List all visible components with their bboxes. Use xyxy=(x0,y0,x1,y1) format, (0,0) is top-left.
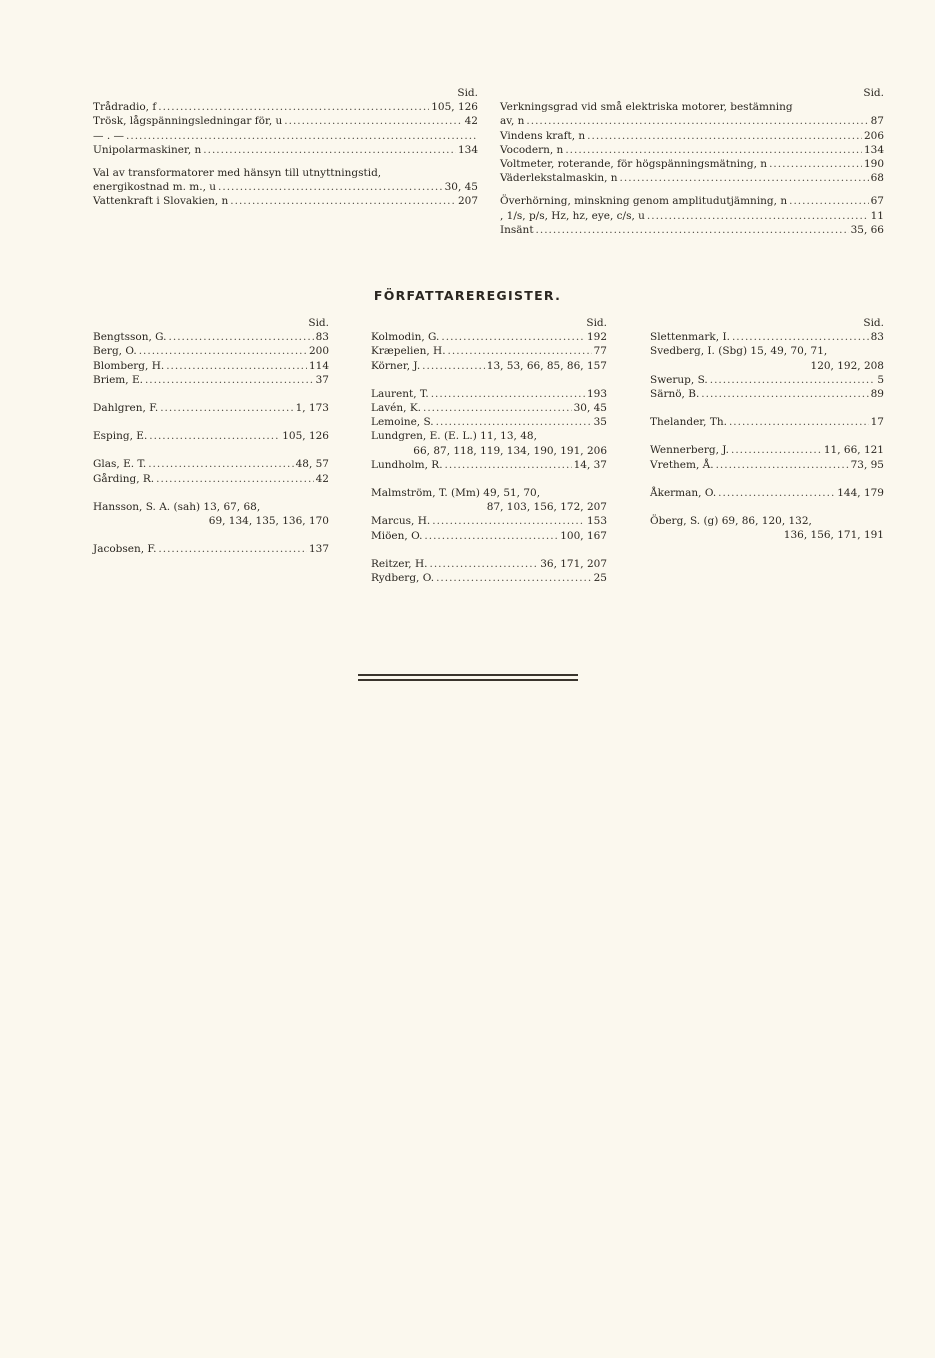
subject-index-left xyxy=(93,86,478,209)
entry-pages: 83 xyxy=(315,331,329,344)
index-entry xyxy=(93,373,329,387)
entry-label: Glas, E. T. xyxy=(93,458,147,471)
leader-dots xyxy=(769,157,862,171)
index-entry xyxy=(371,415,607,429)
entry-line: Lundgren, E. (E. L.) 11, 13, 48, xyxy=(371,430,537,443)
entry-label: Esping, E. xyxy=(93,430,148,443)
entry-label: Blomberg, H. xyxy=(93,359,165,372)
index-entry xyxy=(371,330,607,344)
index-entry xyxy=(93,100,478,114)
index-entry xyxy=(650,415,884,429)
entry-gap xyxy=(371,472,607,486)
leader-dots xyxy=(158,542,307,556)
leader-dots xyxy=(441,330,585,344)
index-entry xyxy=(500,129,884,143)
entry-pages: 134 xyxy=(457,143,478,156)
entries xyxy=(500,100,884,237)
index-entry xyxy=(93,114,478,128)
index-entry xyxy=(93,472,329,486)
entry-pages: 83 xyxy=(870,331,884,344)
entry-gap xyxy=(500,185,884,194)
entry-gap xyxy=(650,472,884,486)
index-entry xyxy=(93,359,329,373)
index-entry xyxy=(93,330,329,344)
entry-pages: 114 xyxy=(308,359,329,372)
leader-dots xyxy=(429,557,538,571)
leader-dots xyxy=(448,344,592,358)
leader-dots xyxy=(158,100,429,114)
entry-label: Wennerberg, J. xyxy=(650,444,729,457)
index-entry xyxy=(500,157,884,171)
index-entry xyxy=(93,143,478,157)
leader-dots xyxy=(731,443,822,457)
entry-pages: 153 xyxy=(586,515,607,528)
sid-header: Sid. xyxy=(863,87,884,99)
entry-pages: 42 xyxy=(464,115,478,128)
entry-continuation: 87, 103, 156, 172, 207 xyxy=(486,501,607,514)
index-entry xyxy=(93,401,329,415)
index-entry xyxy=(371,557,607,571)
entry-pages: 68 xyxy=(870,172,884,185)
entry-label: Vattenkraft i Slovakien, n xyxy=(93,195,229,208)
index-entry xyxy=(500,114,884,128)
entry-label: Vrethem, Å. xyxy=(650,458,714,471)
entry-label: Trösk, lågspänningsledningar för, u xyxy=(93,115,283,128)
entry-pages: 193 xyxy=(586,387,607,400)
leader-dots xyxy=(218,180,443,194)
leader-dots xyxy=(145,373,314,387)
entry-label: Reitzer, H. xyxy=(371,557,428,570)
entry-gap xyxy=(93,486,329,500)
entry-gap xyxy=(93,387,329,401)
leader-dots xyxy=(436,415,592,429)
index-entry xyxy=(371,458,607,472)
leader-dots xyxy=(169,330,314,344)
leader-dots xyxy=(139,344,307,358)
entry-label: Vocodern, n xyxy=(500,143,564,156)
entry-pages: 67 xyxy=(870,195,884,208)
entry-label: Slettenmark, I. xyxy=(650,331,730,344)
index-entry xyxy=(93,194,478,208)
index-entry xyxy=(93,429,329,443)
entry-pages: 11, 66, 121 xyxy=(823,444,884,457)
leader-dots xyxy=(732,330,869,344)
entry-label: Insänt xyxy=(500,223,534,236)
leader-dots xyxy=(431,387,585,401)
index-entry xyxy=(371,401,607,415)
leader-dots xyxy=(445,458,572,472)
leader-dots xyxy=(526,114,868,128)
leader-dots xyxy=(701,387,868,401)
entries xyxy=(93,330,329,556)
entry-pages: 190 xyxy=(863,158,884,171)
leader-dots xyxy=(789,194,869,208)
leader-dots xyxy=(160,401,293,415)
leader-dots xyxy=(536,223,849,237)
index-entry xyxy=(650,387,884,401)
entry-pages: 87 xyxy=(870,115,884,128)
entry-pages: 144, 179 xyxy=(837,486,884,499)
entry-label: Unipolarmaskiner, n xyxy=(93,143,202,156)
entry-pages: 1, 173 xyxy=(295,402,329,415)
entry-label: Kræpelien, H. xyxy=(371,345,446,358)
sid-header: Sid. xyxy=(863,317,884,329)
entry-gap xyxy=(93,528,329,542)
entries xyxy=(371,330,607,585)
leader-dots xyxy=(729,415,869,429)
entry-label: av, n xyxy=(500,115,525,128)
entry-label: Lundholm, R. xyxy=(371,458,443,471)
leader-dots xyxy=(230,194,456,208)
entry-label: Laurent, T. xyxy=(371,387,429,400)
author-column-1 xyxy=(93,316,329,556)
entry-pages: 48, 57 xyxy=(295,458,329,471)
index-entry xyxy=(650,330,884,344)
entry-label: Trådradio, f xyxy=(93,101,157,114)
index-entry xyxy=(650,373,884,387)
entry-line: Öberg, S. (g) 69, 86, 120, 132, xyxy=(650,515,812,528)
leader-dots xyxy=(716,458,849,472)
entry-label: Gårding, R. xyxy=(93,472,155,485)
entry-label: Swerup, S. xyxy=(650,373,708,386)
entry-label: Rydberg, O. xyxy=(371,572,435,585)
entry-pages: 200 xyxy=(308,345,329,358)
leader-dots xyxy=(422,359,485,373)
leader-dots xyxy=(423,401,572,415)
entry-pages: 137 xyxy=(308,543,329,556)
entry-pages: 5 xyxy=(877,373,884,386)
entry-label: Thelander, Th. xyxy=(650,416,727,429)
entry-label: — . — xyxy=(93,129,125,142)
leader-dots xyxy=(718,486,835,500)
entry-pages: 13, 53, 66, 85, 86, 157 xyxy=(486,359,607,372)
entry-gap xyxy=(93,443,329,457)
index-entry xyxy=(93,180,478,194)
index-entry xyxy=(650,458,884,472)
entry-pages: 100, 167 xyxy=(560,529,607,542)
entry-label: Särnö, B. xyxy=(650,388,700,401)
leader-dots xyxy=(156,472,313,486)
entry-pages: 73, 95 xyxy=(850,458,884,471)
entry-label: Väderlekstalmaskin, n xyxy=(500,172,618,185)
entry-line: Svedberg, I. (Sbg) 15, 49, 70, 71, xyxy=(650,345,828,358)
index-entry xyxy=(93,457,329,471)
leader-dots xyxy=(424,529,558,543)
end-rule-top xyxy=(358,674,578,676)
entry-label: Dahlgren, F. xyxy=(93,402,159,415)
leader-dots xyxy=(587,129,862,143)
entry-pages: 25 xyxy=(593,572,607,585)
entry-pages: 30, 45 xyxy=(573,402,607,415)
entry-pages: 37 xyxy=(315,373,329,386)
author-column-3 xyxy=(650,316,884,542)
index-entry xyxy=(500,223,884,237)
entry-continuation: 136, 156, 171, 191 xyxy=(783,529,884,542)
index-entry xyxy=(93,129,478,143)
entry-gap xyxy=(93,157,478,166)
entry-pages: 35 xyxy=(593,416,607,429)
entry-continuation: 120, 192, 208 xyxy=(810,359,884,372)
leader-dots xyxy=(436,571,592,585)
entries xyxy=(93,100,478,208)
leader-dots xyxy=(149,429,280,443)
index-entry xyxy=(500,143,884,157)
entry-gap xyxy=(650,500,884,514)
entry-label: energikostnad m. m., u xyxy=(93,181,217,194)
entry-label: Vindens kraft, n xyxy=(500,129,586,142)
entry-pages: 36, 171, 207 xyxy=(540,557,607,570)
index-entry xyxy=(500,209,884,223)
sid-header: Sid. xyxy=(586,317,607,329)
entry-gap xyxy=(371,373,607,387)
index-entry xyxy=(93,542,329,556)
entry-pages: 14, 37 xyxy=(573,458,607,471)
leader-dots xyxy=(284,114,462,128)
entry-label: Överhörning, minskning genom amplitudutjämning, n xyxy=(500,195,788,208)
entry-continuation: 69, 134, 135, 136, 170 xyxy=(208,515,329,528)
entry-label: Miöen, O. xyxy=(371,529,423,542)
index-entry xyxy=(371,529,607,543)
index-entry xyxy=(371,344,607,358)
entry-gap xyxy=(93,415,329,429)
entry-line: Malmström, T. (Mm) 49, 51, 70, xyxy=(371,487,541,500)
entry-pages: 192 xyxy=(586,331,607,344)
entry-label: Lavén, K. xyxy=(371,402,421,415)
index-entry xyxy=(650,486,884,500)
leader-dots xyxy=(647,209,869,223)
entry-label: Lemoine, S. xyxy=(371,416,434,429)
index-entry xyxy=(650,443,884,457)
entry-gap xyxy=(371,543,607,557)
entry-line: Verkningsgrad vid små elektriska motorer, bestämning xyxy=(500,101,793,114)
index-entry xyxy=(500,194,884,208)
index-entry xyxy=(93,344,329,358)
author-index-heading: FÖRFATTAREREGISTER. xyxy=(373,288,562,303)
entry-label: Bengtsson, G. xyxy=(93,331,167,344)
entry-pages: 105, 126 xyxy=(431,101,478,114)
entry-label: Kolmodin, G. xyxy=(371,331,440,344)
entry-gap xyxy=(650,429,884,443)
index-entry xyxy=(371,514,607,528)
entry-label: Voltmeter, roterande, för högspänningsmätning, n xyxy=(500,158,768,171)
leader-dots xyxy=(203,143,456,157)
entry-pages: 17 xyxy=(870,416,884,429)
end-rule-bottom xyxy=(358,679,578,681)
leader-dots xyxy=(126,129,476,143)
entry-label: Åkerman, O. xyxy=(650,486,717,499)
entry-pages: 42 xyxy=(315,472,329,485)
leader-dots xyxy=(620,171,869,185)
leader-dots xyxy=(148,457,293,471)
leader-dots xyxy=(166,359,307,373)
entry-pages: 89 xyxy=(870,388,884,401)
entries xyxy=(650,330,884,542)
entry-label: Briem, E. xyxy=(93,373,143,386)
entry-pages: 77 xyxy=(593,345,607,358)
entry-label: , 1/s, p/s, Hz, hz, eye, c/s, u xyxy=(500,209,645,222)
entry-line: Val av transformatorer med hänsyn till utnyttningstid, xyxy=(93,167,382,180)
index-entry xyxy=(500,171,884,185)
entry-pages: 206 xyxy=(863,129,884,142)
index-entry xyxy=(371,571,607,585)
entry-label: Marcus, H. xyxy=(371,515,431,528)
entry-pages: 134 xyxy=(863,143,884,156)
leader-dots xyxy=(710,373,876,387)
sid-header: Sid. xyxy=(457,87,478,99)
entry-label: Körner, J. xyxy=(371,359,421,372)
index-entry xyxy=(371,359,607,373)
entry-pages: 35, 66 xyxy=(850,223,884,236)
entry-label: Jacobsen, F. xyxy=(93,543,157,556)
entry-pages: 11 xyxy=(870,209,884,222)
entry-gap xyxy=(650,401,884,415)
leader-dots xyxy=(565,143,862,157)
index-entry xyxy=(371,387,607,401)
subject-index-right xyxy=(500,86,884,237)
entry-pages: 30, 45 xyxy=(444,181,478,194)
entry-line: Hansson, S. A. (sah) 13, 67, 68, xyxy=(93,500,261,513)
leader-dots xyxy=(432,514,585,528)
entry-continuation: 66, 87, 118, 119, 134, 190, 191, 206 xyxy=(413,444,607,457)
sid-header: Sid. xyxy=(308,317,329,329)
entry-pages: 105, 126 xyxy=(282,430,329,443)
entry-pages: 207 xyxy=(457,195,478,208)
entry-label: Berg, O. xyxy=(93,345,137,358)
author-column-2 xyxy=(371,316,607,585)
